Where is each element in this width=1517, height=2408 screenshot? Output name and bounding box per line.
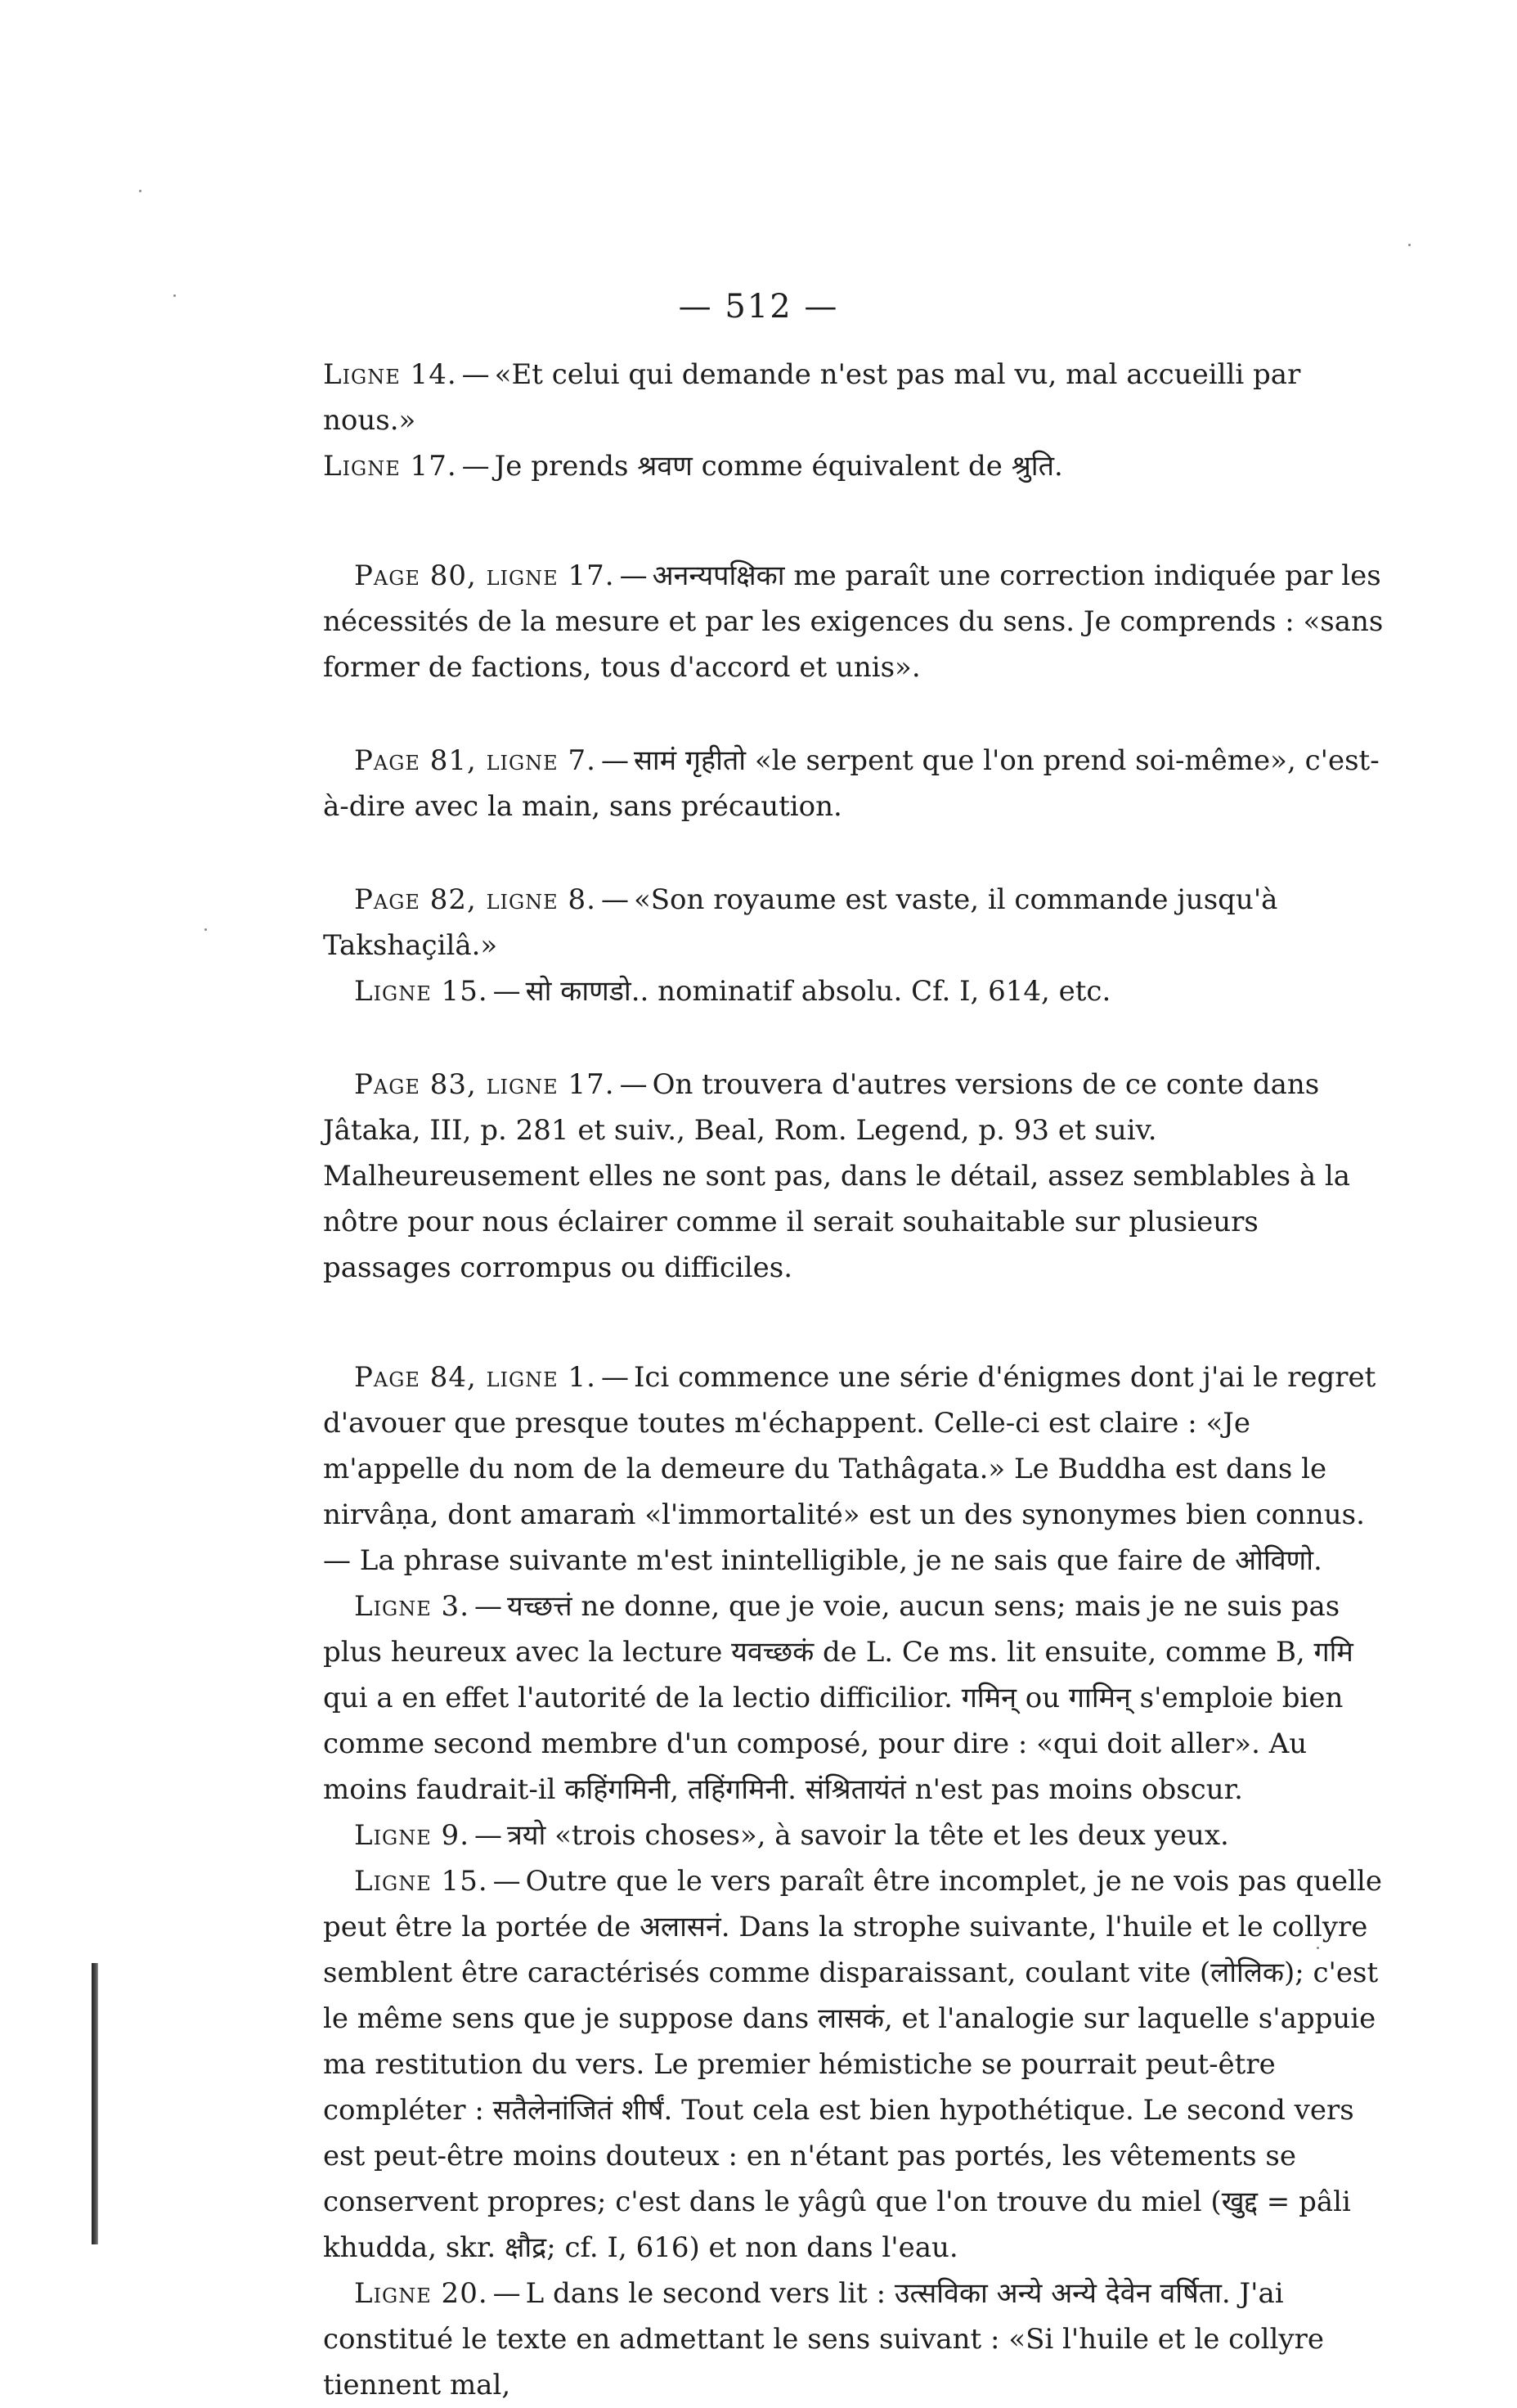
note-text: Je prends श्रवण comme équivalent de श्रुति. (494, 450, 1063, 483)
note-text: L dans le second vers lit : उत्सविका अन्ये अन्ये देवेन वर्षिता. J'ai constitué le texte en admettant le sens suivant : «Si l'huile et le collyre tiennent mal, (323, 2277, 1324, 2401)
note-text: Outre que le vers paraît être incomplet, je ne vois pas quelle peut être la portée de अलासनं. Dans la strophe suivante, l'huile et le collyre semblent être caractérisés comme disparaissant, coulant vite (लोलिक); c'est le même sens que je suppose dans लासकं, et l'analogie sur laquelle s'appuie ma restitution du vers. Le premier hémistiche se pourrait peut-être compléter : सतैलेनांजितं शीर्षं. Tout cela est bien hypothétique. Le second vers est peut-être moins douteux : en n'étant pas portés, les vêtements se conservent propres; c'est dans le yâgû que l'on trouve du miel (खुद्द = pâli khudda, skr. क्षौद्र; cf. I, 616) et non dans l'eau. (323, 1865, 1382, 2264)
note-ref: Page 80, ligne 17. (354, 559, 615, 592)
scan-speck (204, 928, 207, 931)
note-paragraph: Ligne 3. — यच्छत्तं ne donne, que je voie, aucun sens; mais je ne suis pas plus heureux avec la lecture यवच्छकं de L. Ce ms. lit ensuite, comme B, गमि qui a en effet l'autorité de la lectio difficilior. गमिन् ou गामिन् s'emploie bien comme second membre d'un composé, pour dire : «qui doit aller». Au moins faudrait-il कहिंगमिनी, तहिंगमिनी. संश्रितायंतं n'est pas moins obscur. (323, 1590, 1353, 1806)
note-ref: Page 83, ligne 17. (354, 1068, 615, 1101)
note-paragraph: Ligne 9. — त्रयो «trois choses», à savoir la tête et les deux yeux. (354, 1819, 1229, 1852)
note-paragraph: Page 80, ligne 17. — अनन्यपक्षिका me paraît une correction indiquée par les nécessités de la mesure et par les exigences du sens. Je comprends : «sans former de factions, tous d'accord et unis». (323, 559, 1384, 684)
note-ref: Ligne 9. (354, 1819, 469, 1852)
note-paragraph: Page 82, ligne 8. — «Son royaume est vaste, il commande jusqu'à Takshaçilâ.» (323, 883, 1278, 962)
note-text: On trouvera d'autres versions de ce conte dans Jâtaka, III, p. 281 et suiv., Beal, Rom. Legend, p. 93 et suiv. Malheureusement elles ne sont pas, dans le détail, assez semblables à la nôtre pour nous éclairer comme il serait souhaitable sur plusieurs passages corrompus ou difficiles. (323, 1068, 1351, 1284)
scan-speck (1408, 244, 1411, 246)
note-ref: Ligne 15. (354, 1865, 488, 1898)
page-number: — 512 — (678, 288, 839, 326)
note-paragraph: Ligne 20. — L dans le second vers lit : उत्सविका अन्ये अन्ये देवेन वर्षिता. J'ai constitué le texte en admettant le sens suivant : «Si l'huile et le collyre tiennent mal, (323, 2277, 1324, 2401)
note-paragraph: Ligne 15. — सो काणडो.. nominatif absolu. Cf. I, 614, etc. (354, 975, 1111, 1008)
note-text: Ici commence une série d'énigmes dont j'ai le regret d'avouer que presque toutes m'échappent. Celle-ci est claire : «Je m'appelle du nom de la demeure du Tathâgata.» Le Buddha est dans le nirvâṇa, dont amaraṁ «l'immortalité» est un des synonymes bien connus. — La phrase suivante m'est inintelligible, je ne sais que faire de ओविणो. (323, 1361, 1376, 1577)
note-paragraph: Ligne 15. — Outre que le vers paraît être incomplet, je ne vois pas quelle peut être la portée de अलासनं. Dans la strophe suivante, l'huile et le collyre semblent être caractérisés comme disparaissant, coulant vite (लोलिक); c'est le même sens que je suppose dans लासकं, et l'analogie sur laquelle s'appuie ma restitution du vers. Le premier hémistiche se pourrait peut-être compléter : सतैलेनांजितं शीर्षं. Tout cela est bien hypothétique. Le second vers est peut-être moins douteux : en n'étant pas portés, les vêtements se conservent propres; c'est dans le yâgû que l'on trouve du miel (खुद्द = pâli khudda, skr. क्षौद्र; cf. I, 616) et non dans l'eau. (323, 1865, 1382, 2264)
note-ref: Page 84, ligne 1. (354, 1361, 596, 1394)
note-paragraph: Ligne 14. — «Et celui qui demande n'est pas mal vu, mal accueilli par nous.» (323, 358, 1301, 437)
note-ref: Page 81, ligne 7. (354, 744, 596, 777)
note-paragraph: Page 84, ligne 1. — Ici commence une série d'énigmes dont j'ai le regret d'avouer que presque toutes m'échappent. Celle-ci est claire : «Je m'appelle du nom de la demeure du Tathâgata.» Le Buddha est dans le nirvâṇa, dont amaraṁ «l'immortalité» est un des synonymes bien connus. — La phrase suivante m'est inintelligible, je ne sais que faire de ओविणो. (323, 1361, 1376, 1577)
note-ref: Ligne 14. (323, 358, 457, 391)
scan-noise (98, 123, 720, 124)
note-text: «Son royaume est vaste, il commande jusqu'à Takshaçilâ.» (323, 883, 1278, 962)
body-text (323, 352, 1390, 2408)
note-paragraph: Page 83, ligne 17. — On trouvera d'autres versions de ce conte dans Jâtaka, III, p. 281 et suiv., Beal, Rom. Legend, p. 93 et suiv. Malheureusement elles ne sont pas, dans le détail, assez semblables à la nôtre pour nous éclairer comme il serait souhaitable sur plusieurs passages corrompus ou difficiles. (323, 1068, 1351, 1284)
binding-shadow (92, 1963, 98, 2244)
scan-speck (139, 190, 141, 192)
note-text: त्रयो «trois choses», à savoir la tête et les deux yeux. (507, 1819, 1229, 1852)
note-ref: Ligne 20. (354, 2277, 488, 2310)
note-text: «Et celui qui demande n'est pas mal vu, mal accueilli par nous.» (323, 358, 1301, 437)
note-text: अनन्यपक्षिका me paraît une correction indiquée par les nécessités de la mesure et par les exigences du sens. Je comprends : «sans former de factions, tous d'accord et unis». (323, 559, 1384, 684)
note-text: सो काणडो.. nominatif absolu. Cf. I, 614, etc. (525, 975, 1111, 1008)
note-ref: Ligne 15. (354, 975, 488, 1008)
note-paragraph: Page 81, ligne 7. — सामं गृहीतो «le serpent que l'on prend soi-même», c'est-à-dire avec la main, sans précaution. (323, 744, 1380, 823)
note-ref: Ligne 3. (354, 1590, 469, 1623)
note-ref: Page 82, ligne 8. (354, 883, 596, 916)
note-ref: Ligne 17. (323, 450, 457, 483)
note-paragraph: Ligne 17. — Je prends श्रवण comme équivalent de श्रुति. (323, 450, 1063, 483)
note-text: यच्छत्तं ne donne, que je voie, aucun sens; mais je ne suis pas plus heureux avec la lecture यवच्छकं de L. Ce ms. lit ensuite, comme B, गमि qui a en effet l'autorité de la lectio difficilior. गमिन् ou गामिन् s'emploie bien comme second membre d'un composé, pour dire : «qui doit aller». Au moins faudrait-il कहिंगमिनी, तहिंगमिनी. संश्रितायंतं n'est pas moins obscur. (323, 1590, 1353, 1806)
note-text: सामं गृहीतो «le serpent que l'on prend soi-même», c'est-à-dire avec la main, sans précaution. (323, 744, 1380, 823)
